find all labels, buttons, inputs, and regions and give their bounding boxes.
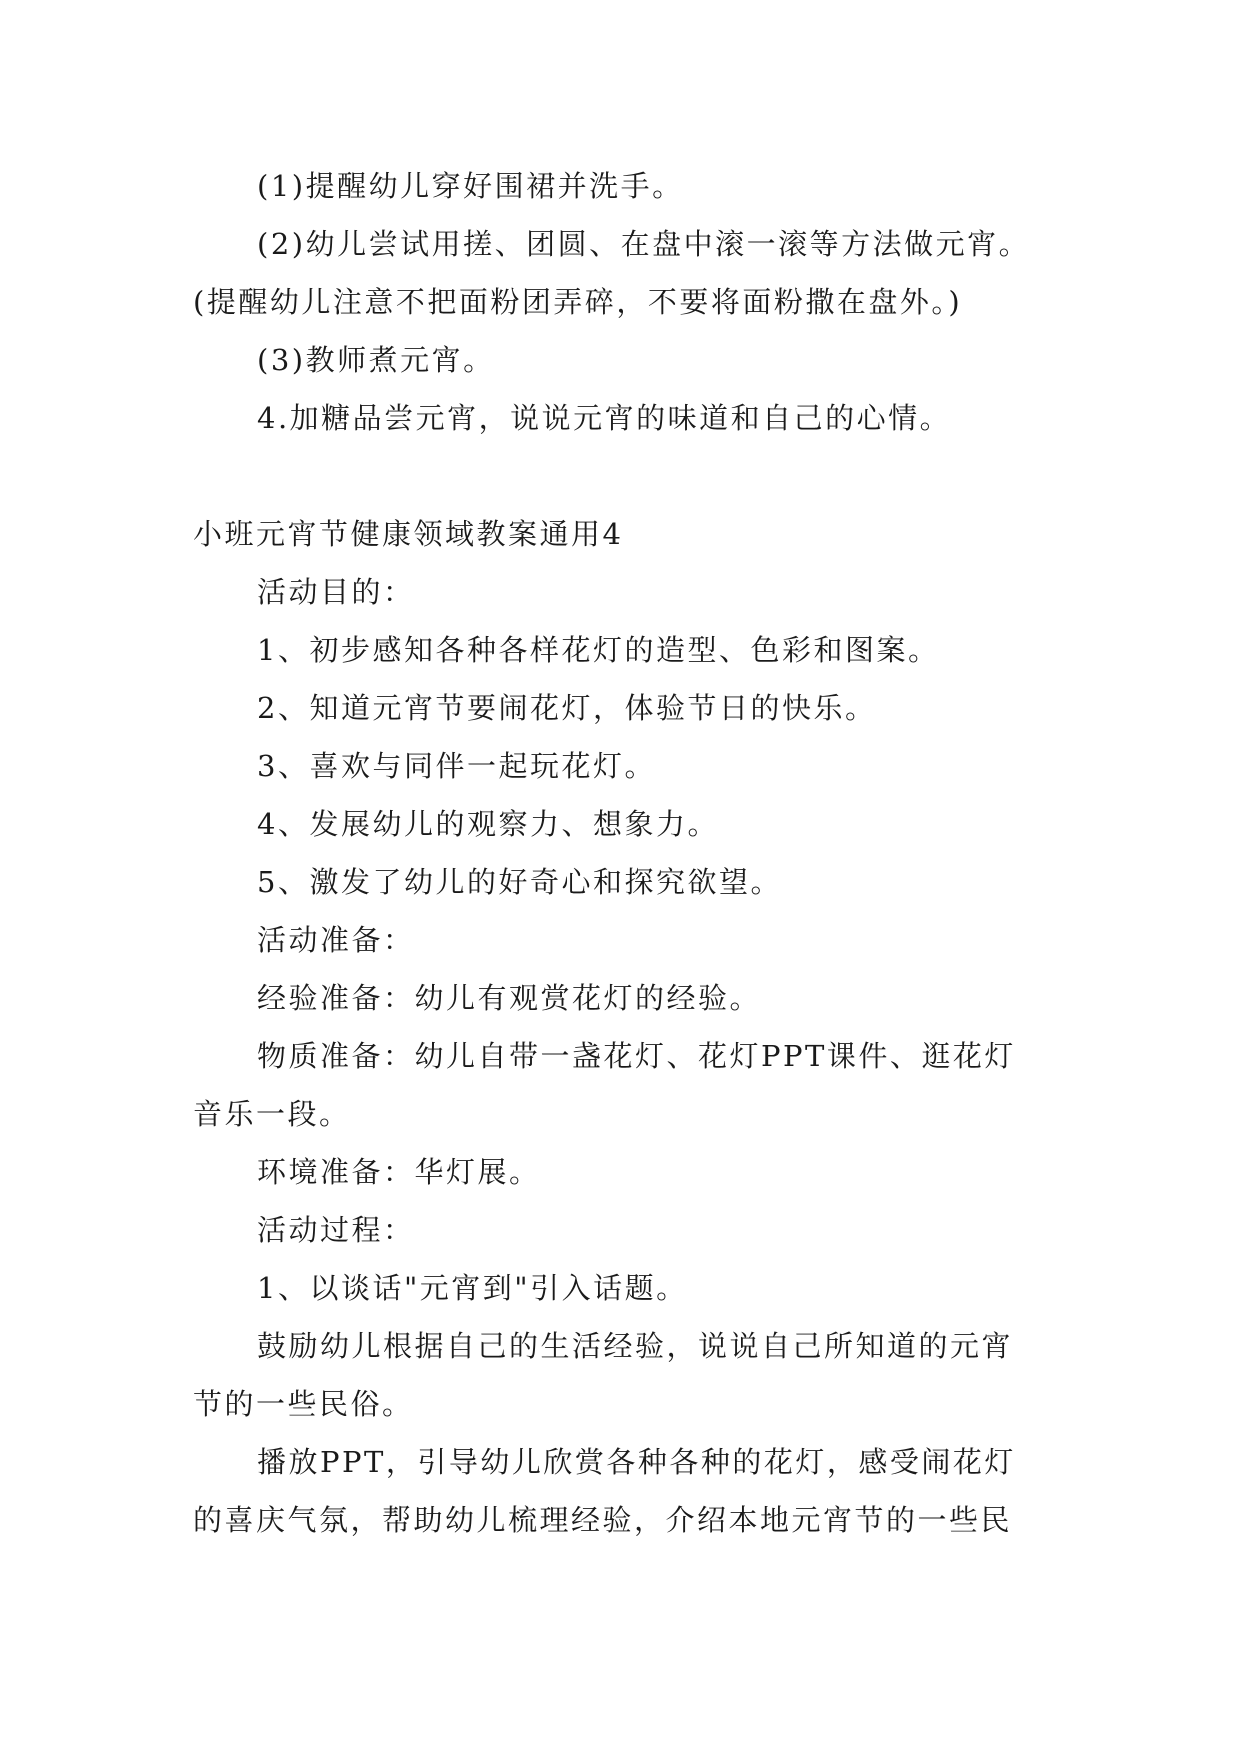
text-line: 1、初步感知各种各样花灯的造型、色彩和图案。: [257, 633, 940, 667]
text-line: 1、以谈话"元宵到"引入话题。: [257, 1271, 688, 1305]
text-line: 经验准备：幼儿有观赏花灯的经验。: [257, 981, 762, 1015]
text-line: 活动准备：: [257, 923, 415, 957]
text-line: 3、喜欢与同伴一起玩花灯。: [257, 749, 656, 783]
text-line: 4、发展幼儿的观察力、想象力。: [257, 807, 719, 841]
text-line: (1)提醒幼儿穿好围裙并洗手。: [257, 169, 684, 203]
text-line: 2、知道元宵节要闹花灯，体验节日的快乐。: [257, 691, 877, 725]
text-line: 活动过程：: [257, 1213, 415, 1247]
text-line: 播放PPT，引导幼儿欣赏各种各种的花灯，感受闹花灯: [257, 1445, 1016, 1479]
text-line: (提醒幼儿注意不把面粉团弄碎，不要将面粉撒在盘外。): [193, 285, 963, 319]
text-line: 的喜庆气氛，帮助幼儿梳理经验，介绍本地元宵节的一些民: [193, 1503, 1013, 1537]
paragraph-gap: [193, 447, 1048, 505]
text-line: 音乐一段。: [193, 1097, 351, 1131]
text-line: 鼓励幼儿根据自己的生活经验，说说自己所知道的元宵: [257, 1329, 1014, 1363]
text-line: 5、激发了幼儿的好奇心和探究欲望。: [257, 865, 782, 899]
text-line: 4.加糖品尝元宵，说说元宵的味道和自己的心情。: [257, 401, 952, 435]
text-line: 节的一些民俗。: [193, 1387, 414, 1421]
text-line: 物质准备：幼儿自带一盏花灯、花灯PPT课件、逛花灯: [257, 1039, 1016, 1073]
text-line: (3)教师煮元宵。: [257, 343, 495, 377]
text-line: 环境准备：华灯展。: [257, 1155, 541, 1189]
text-line: (2)幼儿尝试用搓、团圆、在盘中滚一滚等方法做元宵。: [257, 227, 1031, 261]
document-body: [193, 157, 1048, 1549]
section-heading: 小班元宵节健康领域教案通用4: [193, 517, 624, 551]
text-line: 活动目的：: [257, 575, 415, 609]
